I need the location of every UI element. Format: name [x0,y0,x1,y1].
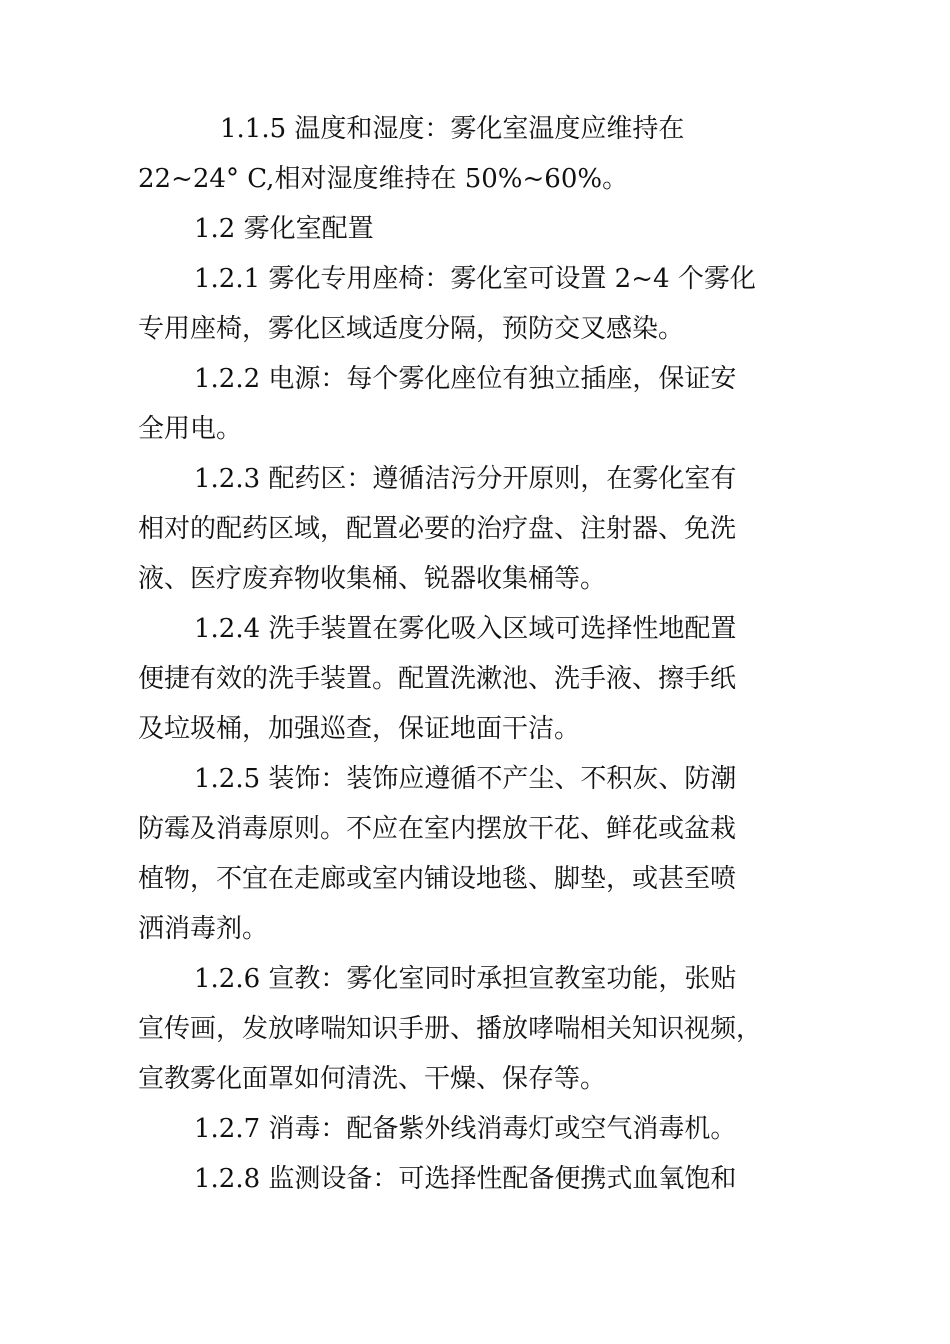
text-line: 全用电。 [138,414,243,444]
text-line: 防霉及消毒原则。不应在室内摆放干花、鲜花或盆栽 [138,814,737,844]
text-line: 22~24° C,相对湿度维持在 50%~60%。 [138,164,629,194]
text-line: 1.2.8 监测设备：可选择性配备便携式血氧饱和 [194,1164,737,1194]
text-line: 1.2.3 配药区：遵循洁污分开原则，在雾化室有 [194,464,737,494]
text-line: 1.2.5 装饰：装饰应遵循不产尘、不积灰、防潮 [194,764,737,794]
document-body [138,104,818,1204]
text-line: 1.2.4 洗手装置在雾化吸入区域可选择性地配置 [194,614,737,644]
text-line: 宣传画，发放哮喘知识手册、播放哮喘相关知识视频， [138,1014,763,1044]
text-line: 专用座椅，雾化区域适度分隔，预防交叉感染。 [138,314,685,344]
text-line: 1.2.6 宣教：雾化室同时承担宣教室功能，张贴 [194,964,737,994]
text-line: 宣教雾化面罩如何清洗、干燥、保存等。 [138,1064,607,1094]
text-line: 1.1.5 温度和湿度：雾化室温度应维持在 [220,114,685,144]
text-line: 液、医疗废弃物收集桶、锐器收集桶等。 [138,564,607,594]
text-line: 便捷有效的洗手装置。配置洗漱池、洗手液、擦手纸 [138,664,737,694]
section-heading: 1.2 雾化室配置 [194,214,374,244]
text-line: 1.2.2 电源：每个雾化座位有独立插座，保证安 [194,364,737,394]
text-line: 1.2.7 消毒：配备紫外线消毒灯或空气消毒机。 [194,1114,737,1144]
text-line: 洒消毒剂。 [138,914,269,944]
text-line: 及垃圾桶，加强巡查，保证地面干洁。 [138,714,581,744]
text-line: 1.2.1 雾化专用座椅：雾化室可设置 2~4 个雾化 [194,264,756,294]
text-line: 相对的配药区域，配置必要的治疗盘、注射器、免洗 [138,514,737,544]
text-line: 植物，不宜在走廊或室内铺设地毯、脚垫，或甚至喷 [138,864,737,894]
